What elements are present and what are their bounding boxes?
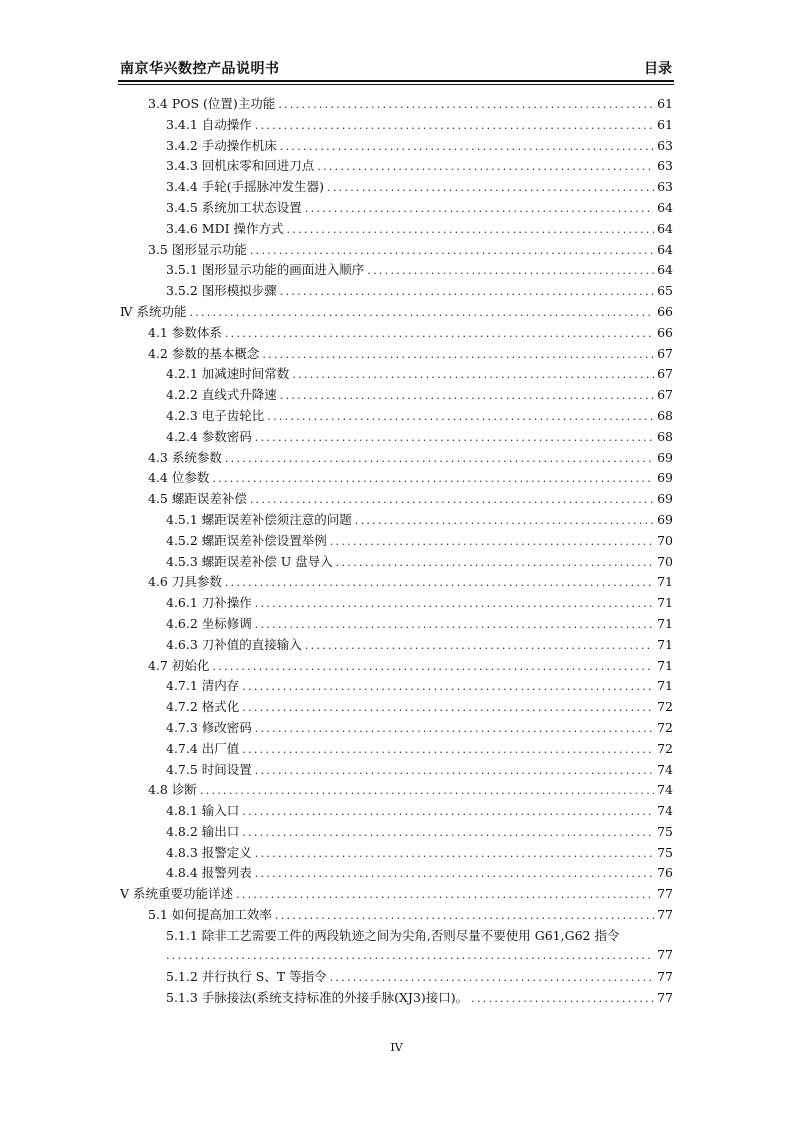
toc-entry[interactable] — [120, 364, 673, 385]
toc-entry-label: 3.5 图形显示功能 — [148, 241, 247, 257]
leader-dots — [242, 805, 654, 818]
toc-entry-page: 70 — [657, 532, 673, 548]
section-title: 目录 — [644, 61, 672, 77]
toc-entry[interactable] — [120, 448, 673, 469]
toc-entry-label: 3.4.1 自动操作 — [166, 116, 252, 132]
leader-dots — [287, 223, 654, 236]
toc-entry[interactable] — [120, 385, 673, 406]
toc-entry[interactable] — [120, 863, 673, 884]
toc-entry[interactable] — [120, 572, 673, 593]
toc-entry[interactable] — [120, 136, 673, 157]
leader-dots — [471, 992, 654, 1005]
toc-entry-label: Ⅳ 系统功能 — [120, 303, 187, 319]
toc-entry-label: 3.4.2 手动操作机床 — [166, 137, 277, 153]
toc-entry-label: 5.1.1 除非工艺需要工件的两段轨迹之间为尖角,否则尽量不要使用 G61,G62 指令 — [166, 927, 620, 943]
toc-entry-label: 4.4 位参数 — [148, 470, 210, 486]
toc-entry-label: 4.2.2 直线式升降速 — [166, 387, 277, 403]
toc-entry[interactable] — [120, 614, 673, 635]
page-number: IV — [390, 1041, 403, 1054]
toc-entry-page: 72 — [657, 719, 673, 735]
leader-dots — [278, 98, 654, 111]
leader-dots — [166, 949, 654, 962]
leader-dots — [250, 244, 654, 257]
table-of-contents — [120, 94, 673, 1009]
toc-entry-page: 77 — [657, 990, 673, 1006]
toc-entry-label: 4.7.1 清内存 — [166, 678, 240, 694]
toc-entry[interactable] — [120, 115, 673, 136]
toc-entry-page: 68 — [657, 428, 673, 444]
toc-entry-page: 64 — [657, 262, 673, 278]
toc-entry[interactable] — [120, 323, 673, 344]
toc-entry-page: 63 — [657, 179, 673, 195]
toc-entry[interactable] — [120, 635, 673, 656]
toc-entry-label: 3.4.3 回机床零和回进刀点 — [166, 158, 315, 174]
leader-dots — [280, 140, 654, 153]
toc-entry[interactable] — [120, 822, 673, 843]
document-title: 南京华兴数控产品说明书 — [120, 61, 280, 77]
leader-dots — [255, 764, 654, 777]
toc-entry-page: 74 — [657, 803, 673, 819]
toc-chapter[interactable] — [120, 302, 673, 323]
toc-entry-page: 71 — [657, 615, 673, 631]
toc-entry-page: 66 — [657, 324, 673, 340]
toc-entry-page: 69 — [657, 491, 673, 507]
toc-entry[interactable] — [120, 344, 673, 365]
toc-entry[interactable] — [120, 510, 673, 531]
toc-entry-page: 65 — [657, 283, 673, 299]
leader-dots — [212, 472, 654, 485]
leader-dots — [327, 181, 654, 194]
toc-entry[interactable] — [120, 593, 673, 614]
toc-entry-continuation — [120, 947, 673, 968]
toc-entry-page: 64 — [657, 241, 673, 257]
leader-dots — [242, 826, 654, 839]
toc-entry[interactable] — [120, 552, 673, 573]
toc-entry-label: 4.8.4 报警列表 — [166, 865, 252, 881]
toc-entry-label: 5.1.2 并行执行 S、T 等指令 — [166, 969, 327, 985]
toc-entry-label: 4.2.4 参数密码 — [166, 428, 252, 444]
toc-entry-page: 67 — [657, 366, 673, 382]
leader-dots — [242, 743, 654, 756]
header-rule-thin — [118, 84, 674, 85]
header-rule — [118, 80, 674, 82]
toc-entry-label: 4.2 参数的基本概念 — [148, 345, 260, 361]
toc-entry-label: 5.1 如何提高加工效率 — [148, 907, 272, 923]
toc-entry-page: 61 — [657, 116, 673, 132]
toc-entry-page: 61 — [657, 96, 673, 111]
leader-dots — [189, 306, 654, 319]
toc-entry-label: 4.5 螺距误差补偿 — [148, 491, 247, 507]
toc-entry[interactable] — [120, 843, 673, 864]
toc-entry-page: 75 — [657, 844, 673, 860]
leader-dots — [330, 535, 654, 548]
leader-dots — [267, 410, 654, 423]
leader-dots — [236, 888, 654, 901]
toc-entry-label: 4.7 初始化 — [148, 657, 210, 673]
toc-entry-label: 4.2.1 加减速时间常数 — [166, 366, 290, 382]
toc-entry-label: 4.6.2 坐标修调 — [166, 615, 252, 631]
leader-dots — [280, 389, 654, 402]
toc-entry-label: 4.8 诊断 — [148, 782, 197, 798]
leader-dots — [280, 285, 654, 298]
toc-entry[interactable] — [120, 219, 673, 240]
toc-entry-label: Ⅴ 系统重要功能详述 — [120, 886, 234, 902]
toc-entry[interactable] — [120, 177, 673, 198]
toc-entry-page: 77 — [657, 969, 673, 985]
leader-dots — [275, 909, 654, 922]
leader-dots — [262, 348, 654, 361]
toc-entry[interactable] — [120, 926, 673, 947]
toc-entry[interactable] — [120, 739, 673, 760]
toc-entry[interactable] — [120, 156, 673, 177]
toc-entry-label: 4.6 刀具参数 — [148, 574, 222, 590]
toc-entry-page: 67 — [657, 345, 673, 361]
page-header — [118, 58, 674, 78]
toc-entry[interactable] — [120, 780, 673, 801]
toc-entry[interactable] — [120, 427, 673, 448]
toc-entry-page: 71 — [657, 657, 673, 673]
leader-dots — [305, 202, 654, 215]
toc-entry[interactable] — [120, 760, 673, 781]
toc-entry-page: 71 — [657, 595, 673, 611]
toc-entry[interactable] — [120, 281, 673, 302]
toc-entry-page: 64 — [657, 199, 673, 215]
toc-entry-page: 66 — [657, 303, 673, 319]
toc-entry-label: 4.7.3 修改密码 — [166, 719, 252, 735]
leader-dots — [255, 119, 654, 132]
leader-dots — [336, 556, 654, 569]
toc-entry-label: 4.5.1 螺距误差补偿须注意的问题 — [166, 511, 352, 527]
toc-entry-page: 71 — [657, 678, 673, 694]
toc-entry-label: 3.4.5 系统加工状态设置 — [166, 199, 302, 215]
toc-entry-page: 77 — [657, 946, 673, 962]
toc-entry-label: 3.4.4 手轮(手摇脉冲发生器) — [166, 179, 325, 195]
toc-entry[interactable] — [120, 260, 673, 281]
toc-chapter[interactable] — [120, 884, 673, 905]
toc-entry-page: 63 — [657, 137, 673, 153]
toc-entry-page: 69 — [657, 449, 673, 465]
toc-entry-page: 69 — [657, 511, 673, 527]
leader-dots — [250, 493, 654, 506]
toc-entry-label: 4.8.3 报警定义 — [166, 844, 252, 860]
toc-entry[interactable] — [120, 801, 673, 822]
toc-entry-page: 77 — [657, 907, 673, 923]
toc-entry-label: 4.1 参数体系 — [148, 324, 222, 340]
toc-entry-label: 3.4 POS (位置)主功能 — [148, 96, 276, 111]
leader-dots — [255, 597, 654, 610]
leader-dots — [242, 680, 654, 693]
toc-entry-label: 4.8.2 输出口 — [166, 823, 240, 839]
leader-dots — [292, 368, 654, 381]
toc-entry[interactable] — [120, 988, 673, 1009]
toc-entry-page: 64 — [657, 220, 673, 236]
leader-dots — [255, 618, 654, 631]
toc-entry[interactable] — [120, 656, 673, 677]
toc-entry[interactable] — [120, 718, 673, 739]
leader-dots — [330, 971, 654, 984]
toc-entry[interactable] — [120, 240, 673, 261]
toc-entry-label: 4.6.3 刀补值的直接输入 — [166, 636, 302, 652]
toc-entry-page: 71 — [657, 574, 673, 590]
leader-dots — [225, 452, 654, 465]
toc-entry-label: 4.3 系统参数 — [148, 449, 222, 465]
toc-entry-page: 71 — [657, 636, 673, 652]
toc-entry-label: 4.6.1 刀补操作 — [166, 595, 252, 611]
toc-entry-page: 70 — [657, 553, 673, 569]
toc-entry[interactable] — [120, 676, 673, 697]
toc-entry-label: 3.4.6 MDI 操作方式 — [166, 220, 284, 236]
toc-entry-label: 4.7.5 时间设置 — [166, 761, 252, 777]
toc-entry-page: 69 — [657, 470, 673, 486]
leader-dots — [242, 701, 654, 714]
toc-entry-label: 3.5.2 图形模拟步骤 — [166, 283, 277, 299]
leader-dots — [255, 431, 654, 444]
toc-entry[interactable] — [120, 489, 673, 510]
leader-dots — [225, 327, 654, 340]
toc-entry-label: 5.1.3 手脉接法(系统支持标准的外接手脉(XJ3)接口)。 — [166, 990, 469, 1006]
toc-entry-page: 72 — [657, 740, 673, 756]
leader-dots — [367, 264, 654, 277]
toc-entry[interactable] — [120, 406, 673, 427]
toc-entry[interactable] — [120, 905, 673, 926]
leader-dots — [225, 576, 654, 589]
leader-dots — [355, 514, 654, 527]
leader-dots — [255, 847, 654, 860]
toc-entry[interactable] — [120, 198, 673, 219]
toc-entry-page: 63 — [657, 158, 673, 174]
toc-entry-label: 4.5.2 螺距误差补偿设置举例 — [166, 532, 327, 548]
toc-entry-page: 67 — [657, 387, 673, 403]
toc-entry-page: 72 — [657, 699, 673, 715]
toc-entry-page: 74 — [657, 761, 673, 777]
toc-entry[interactable] — [120, 531, 673, 552]
toc-entry-page: 68 — [657, 407, 673, 423]
toc-entry-page: 75 — [657, 823, 673, 839]
toc-entry-label: 4.2.3 电子齿轮比 — [166, 407, 265, 423]
toc-entry-label: 4.8.1 输入口 — [166, 803, 240, 819]
leader-dots — [212, 660, 654, 673]
leader-dots — [200, 784, 654, 797]
toc-entry-page: 77 — [657, 886, 673, 902]
toc-entry[interactable] — [120, 697, 673, 718]
toc-entry-label: 3.5.1 图形显示功能的画面进入顺序 — [166, 262, 365, 278]
toc-entry-page: 74 — [657, 782, 673, 798]
toc-entry-label: 4.7.4 出厂值 — [166, 740, 240, 756]
toc-entry[interactable] — [120, 468, 673, 489]
leader-dots — [255, 722, 654, 735]
leader-dots — [255, 867, 654, 880]
toc-entry-label: 4.7.2 格式化 — [166, 699, 240, 715]
toc-entry-page: 76 — [657, 865, 673, 881]
leader-dots — [305, 639, 654, 652]
toc-entry[interactable] — [120, 94, 673, 115]
toc-entry[interactable] — [120, 967, 673, 988]
toc-entry-label: 4.5.3 螺距误差补偿 U 盘导入 — [166, 553, 333, 569]
leader-dots — [317, 160, 654, 173]
